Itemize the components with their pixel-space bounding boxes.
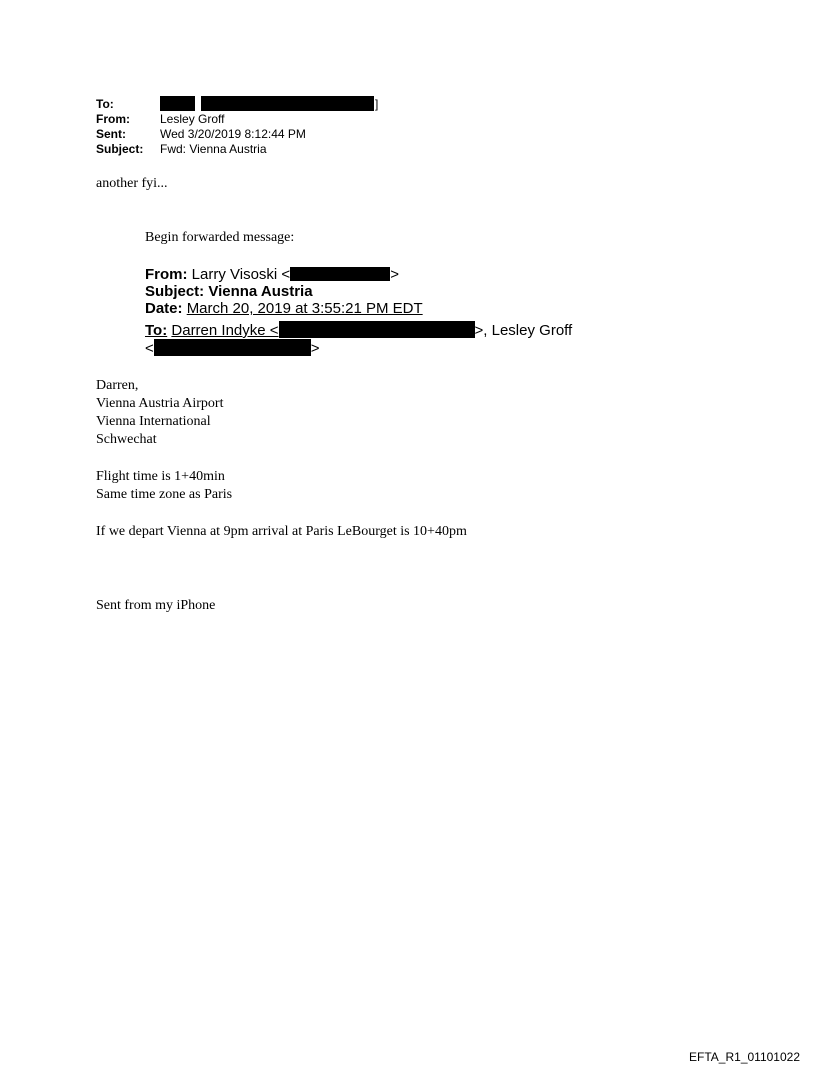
body-line-international: Vienna International — [96, 414, 211, 429]
fwd-from-value: Larry Visoski < — [191, 266, 291, 283]
fwd-date-value: March 20, 2019 at 3:55:21 PM EDT — [186, 300, 423, 317]
begin-forwarded: Begin forwarded message: — [145, 230, 295, 245]
greeting: Darren, — [96, 378, 139, 393]
signature: Sent from my iPhone — [96, 598, 216, 613]
fwd-to-value: Darren Indyke < — [171, 322, 279, 339]
document-id: EFTA_R1_01101022 — [689, 1050, 800, 1064]
fwd-to-after: >, Lesley Groff — [474, 322, 573, 339]
fwd-to-line2-open: < — [145, 340, 154, 357]
redaction-to-1 — [160, 96, 195, 111]
fwd-to-line2-close: > — [310, 340, 320, 357]
body-line-time-zone: Same time zone as Paris — [96, 487, 233, 502]
redaction-fwd-to-2 — [154, 339, 311, 356]
fwd-to-line — [145, 321, 572, 339]
redaction-fwd-from — [290, 267, 390, 281]
sent-label: Sent: — [96, 127, 126, 141]
fwd-to-label: To: — [145, 322, 168, 339]
to-bracket: ] — [375, 97, 379, 111]
redaction-to-2 — [201, 96, 374, 111]
from-label: From: — [96, 112, 130, 126]
from-value: Lesley Groff — [160, 112, 225, 126]
redaction-fwd-to-1 — [279, 321, 475, 338]
fwd-subject-value: Vienna Austria — [208, 283, 313, 300]
to-label: To: — [96, 97, 114, 111]
body-line-depart: If we depart Vienna at 9pm arrival at Paris LeBourget is 10+40pm — [96, 524, 467, 539]
fwd-to-line-2 — [145, 339, 320, 357]
email-header — [96, 96, 416, 156]
body-line-airport: Vienna Austria Airport — [96, 396, 224, 411]
fwd-from-close: > — [390, 266, 399, 283]
fwd-subject-label: Subject: — [145, 283, 205, 300]
body-line-flight-time: Flight time is 1+40min — [96, 469, 225, 484]
subject-label: Subject: — [96, 142, 144, 156]
body-line-schwechat: Schwechat — [96, 432, 157, 447]
fwd-from-line — [145, 267, 399, 283]
subject-value: Fwd: Vienna Austria — [160, 142, 267, 156]
fwd-subject-line — [145, 284, 313, 300]
sent-value: Wed 3/20/2019 8:12:44 PM — [160, 127, 306, 141]
fwd-from-label: From: — [145, 266, 188, 283]
fwd-date-line — [145, 301, 423, 317]
intro-text: another fyi... — [96, 176, 168, 191]
fwd-date-label: Date: — [145, 300, 183, 317]
